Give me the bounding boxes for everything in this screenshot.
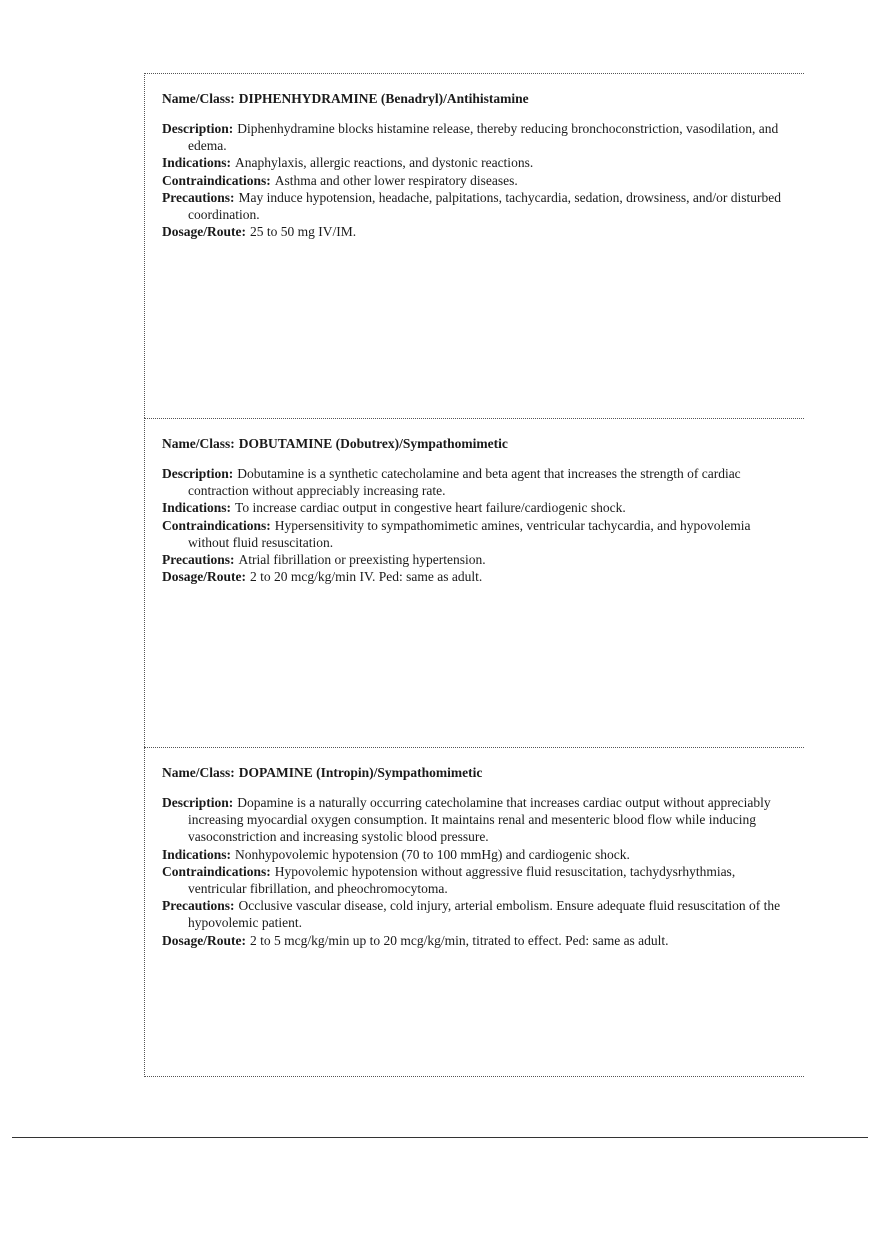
dosage-route-field	[162, 932, 804, 949]
description-field	[162, 120, 804, 154]
contraindications-field	[162, 517, 804, 551]
field-value: Dobutamine is a synthetic catecholamine and beta agent that increases the strength of cardiac contraction without appreciably increasing rate.	[188, 466, 741, 499]
name-class-value: DOBUTAMINE (Dobutrex)/Sympathomimetic	[238, 436, 508, 451]
field-value: Nonhypovolemic hypotension (70 to 100 mmHg) and cardiogenic shock.	[235, 846, 630, 862]
description-field	[162, 465, 804, 499]
drug-card-diphenhydramine	[144, 73, 804, 418]
name-class-value: DIPHENHYDRAMINE (Benadryl)/Antihistamine	[238, 91, 529, 106]
precautions-field	[162, 189, 804, 223]
drug-card-dopamine	[144, 747, 804, 1077]
page-bottom-rule	[12, 1137, 868, 1138]
field-label: Precautions:	[162, 898, 235, 914]
indications-field	[162, 154, 804, 171]
field-label: Precautions:	[162, 189, 235, 205]
field-value: 2 to 20 mcg/kg/min IV. Ped: same as adult.	[250, 569, 483, 585]
name-class-label: Name/Class:	[162, 765, 235, 780]
field-value: 25 to 50 mg IV/IM.	[250, 224, 357, 240]
name-class-line	[162, 764, 804, 781]
field-label: Dosage/Route:	[162, 932, 246, 948]
indications-field	[162, 846, 804, 863]
field-label: Dosage/Route:	[162, 224, 246, 240]
field-value: Diphenhydramine blocks histamine release, thereby reducing bronchoconstriction, vasodilation, and edema.	[188, 121, 779, 154]
field-label: Contraindications:	[162, 863, 271, 879]
field-label: Precautions:	[162, 552, 235, 568]
name-class-value: DOPAMINE (Intropin)/Sympathomimetic	[238, 765, 483, 780]
field-value: Hypovolemic hypotension without aggressive fluid resuscitation, tachydysrhythmias, ventricular fibrillation, and pheochromocytoma.	[188, 863, 736, 897]
dosage-route-field	[162, 568, 804, 585]
field-label: Indications:	[162, 155, 232, 171]
description-field	[162, 794, 804, 846]
field-label: Description:	[162, 121, 234, 136]
field-value: Atrial fibrillation or preexisting hypertension.	[238, 552, 486, 568]
name-class-label: Name/Class:	[162, 91, 235, 106]
field-value: Anaphylaxis, allergic reactions, and dystonic reactions.	[235, 155, 534, 171]
field-label: Indications:	[162, 500, 232, 516]
field-value: Dopamine is a naturally occurring catecholamine that increases cardiac output without appreciably increasing myocardial oxygen consumption. It maintains renal and mesenteric blood flow while inducing vasoconstriction and increasing systolic blood pressure.	[188, 795, 771, 845]
precautions-field	[162, 897, 804, 931]
precautions-field	[162, 551, 804, 568]
field-label: Contraindications:	[162, 172, 271, 188]
name-class-label: Name/Class:	[162, 436, 235, 451]
field-label: Dosage/Route:	[162, 569, 246, 585]
field-value: Occlusive vascular disease, cold injury, arterial embolism. Ensure adequate fluid resuscitation of the hypovolemic patient.	[188, 898, 781, 931]
field-label: Contraindications:	[162, 517, 271, 533]
field-label: Description:	[162, 466, 234, 481]
dosage-route-field	[162, 223, 804, 240]
drug-card-dobutamine	[144, 418, 804, 747]
name-class-line	[162, 90, 804, 107]
contraindications-field	[162, 172, 804, 189]
field-value: 2 to 5 mcg/kg/min up to 20 mcg/kg/min, titrated to effect. Ped: same as adult.	[250, 932, 669, 948]
field-value: May induce hypotension, headache, palpitations, tachycardia, sedation, drowsiness, and/or disturbed coordination.	[188, 189, 781, 223]
field-value: Hypersensitivity to sympathomimetic amines, ventricular tachycardia, and hypovolemia without fluid resuscitation.	[188, 517, 751, 550]
name-class-line	[162, 435, 804, 452]
contraindications-field	[162, 863, 804, 897]
field-value: To increase cardiac output in congestive heart failure/cardiogenic shock.	[235, 500, 626, 516]
field-label: Description:	[162, 795, 234, 810]
indications-field	[162, 499, 804, 516]
field-value: Asthma and other lower respiratory diseases.	[274, 172, 518, 188]
flashcard-sheet	[144, 73, 805, 1077]
field-label: Indications:	[162, 846, 232, 862]
